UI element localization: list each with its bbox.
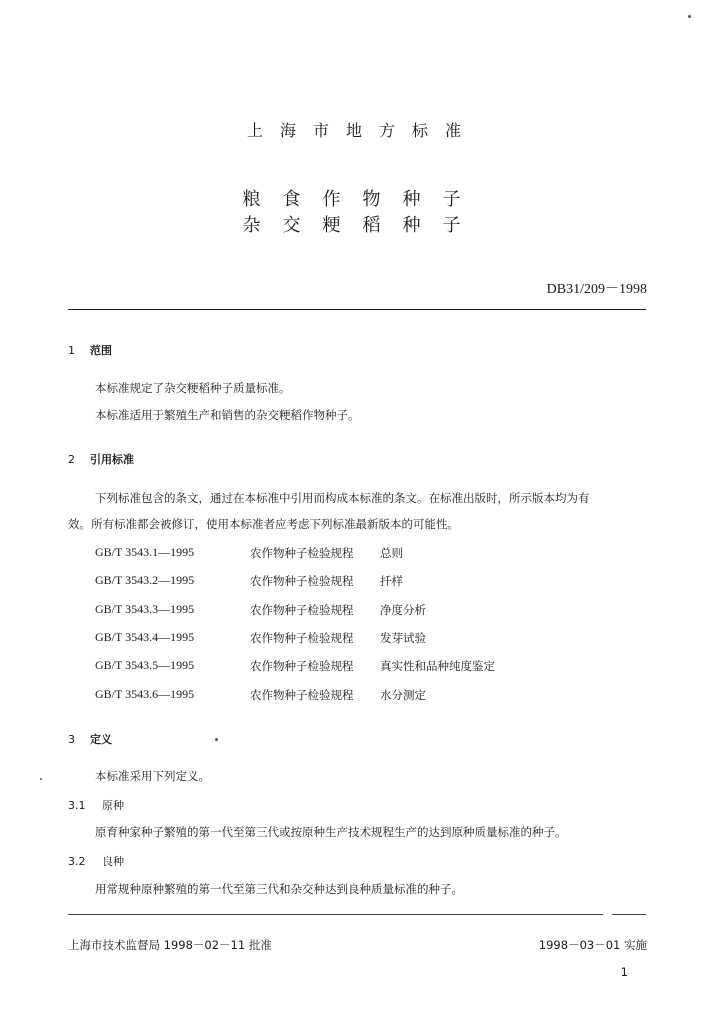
reference-row — [95, 602, 575, 618]
reference-part: 发芽试验 — [380, 631, 426, 645]
reference-name: 农作物种子检验规程 — [250, 631, 354, 645]
reference-code: GB/T 3543.5—1995 — [95, 658, 195, 672]
reference-row — [95, 658, 575, 674]
approval-note: 上海市技术监督局 1998－02－11 批准 — [68, 938, 272, 952]
reference-row — [95, 630, 575, 646]
page-number: 1 — [620, 965, 628, 979]
definition-3-1-text: 原育种家种子繁殖的第一代至第三代或按原种生产技术规程生产的达到原种质量标准的种子。 — [95, 825, 567, 839]
definition-3-2-text: 用常规种原种繁殖的第一代至第三代和杂交种达到良种质量标准的种子。 — [95, 882, 463, 896]
reference-part: 真实性和品种纯度鉴定 — [380, 659, 495, 673]
definition-number: 3.1 — [68, 799, 86, 812]
section-number: 3 — [68, 733, 75, 746]
reference-code: GB/T 3543.6—1995 — [95, 687, 195, 701]
reference-part: 总则 — [380, 546, 403, 560]
reference-row — [95, 573, 575, 589]
scan-speck — [688, 15, 691, 18]
section-3-heading — [68, 731, 112, 747]
section-1-paragraph-1: 本标准规定了杂交粳稻种子质量标准。 — [95, 381, 291, 395]
effective-date: 1998－03－01 实施 — [538, 938, 647, 952]
reference-row — [95, 687, 575, 703]
footer-divider-end — [612, 914, 646, 915]
section-1-paragraph-2: 本标准适用于繁殖生产和销售的杂交粳稻作物种子。 — [95, 408, 360, 422]
header-divider — [68, 309, 646, 310]
standard-org-title: 上海市地方标准 — [246, 121, 478, 140]
section-title: 定义 — [90, 733, 112, 746]
reference-part: 净度分析 — [380, 603, 426, 617]
reference-name: 农作物种子检验规程 — [250, 603, 354, 617]
definition-3-1-heading — [68, 797, 124, 813]
reference-code: GB/T 3543.1—1995 — [95, 545, 195, 559]
reference-name: 农作物种子检验规程 — [250, 659, 354, 673]
section-title: 范围 — [90, 344, 112, 357]
footer-divider — [68, 914, 603, 915]
reference-part: 扦样 — [380, 574, 403, 588]
reference-name: 农作物种子检验规程 — [250, 546, 354, 560]
standard-code: DB31/209－1998 — [546, 282, 647, 297]
section-title: 引用标准 — [90, 453, 134, 466]
section-2-paragraph-1: 下列标准包含的条文，通过在本标准中引用而构成本标准的条文。在标准出版时，所示版本均为有 — [95, 491, 590, 505]
scan-speck — [215, 738, 218, 741]
definition-term: 原种 — [102, 799, 124, 812]
reference-part: 水分测定 — [380, 688, 426, 702]
reference-code: GB/T 3543.4—1995 — [95, 630, 195, 644]
section-number: 1 — [68, 344, 75, 357]
reference-name: 农作物种子检验规程 — [250, 688, 354, 702]
section-2-heading — [68, 451, 134, 467]
section-number: 2 — [68, 453, 75, 466]
definition-number: 3.2 — [68, 855, 86, 868]
section-2-paragraph-2: 效。所有标准都会被修订，使用本标准者应考虑下列标准最新版本的可能性。 — [68, 517, 459, 531]
reference-code: GB/T 3543.2—1995 — [95, 573, 195, 587]
definition-3-2-heading — [68, 853, 124, 869]
section-3-paragraph-1: 本标准采用下列定义。 — [95, 769, 210, 783]
document-title-line2: 杂交粳稻种子 — [242, 215, 483, 236]
section-1-heading — [68, 342, 112, 358]
definition-term: 良种 — [102, 855, 124, 868]
scan-speck — [40, 778, 42, 780]
reference-row — [95, 545, 575, 561]
reference-code: GB/T 3543.3—1995 — [95, 602, 195, 616]
reference-name: 农作物种子检验规程 — [250, 574, 354, 588]
document-title-line1: 粮食作物种子 — [242, 189, 483, 210]
